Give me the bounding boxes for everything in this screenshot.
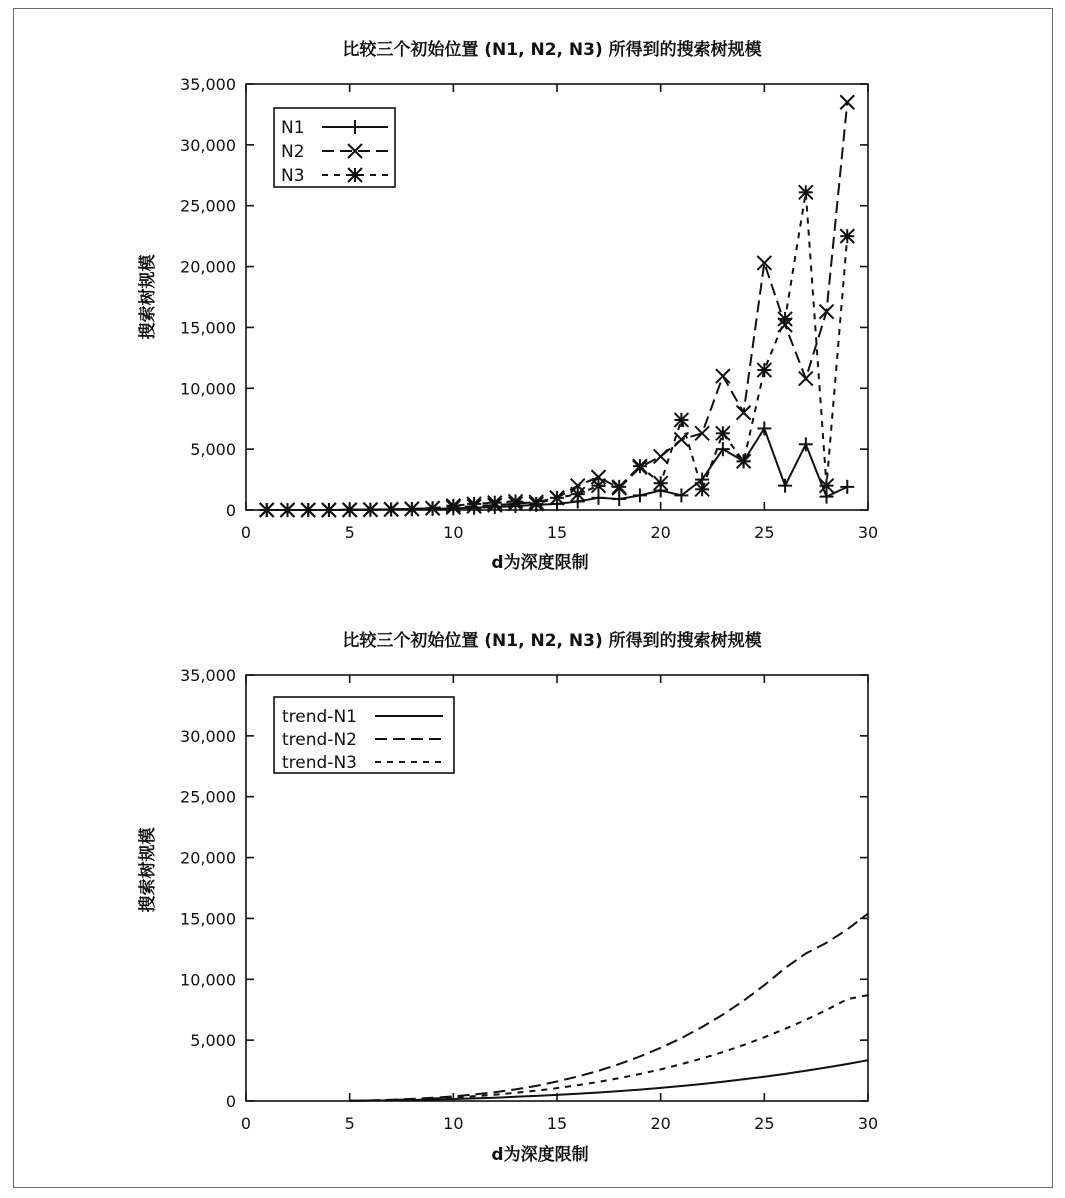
chart-bottom-ytick-label: 0 — [225, 1092, 236, 1111]
chart-top-point-n3 — [509, 494, 523, 508]
chart-top-ytick-label: 35,000 — [180, 75, 236, 94]
chart-bottom-ytick-label: 20,000 — [180, 848, 236, 868]
chart-top-point-n1 — [840, 480, 854, 494]
chart-top-point-n3 — [301, 503, 315, 517]
chart-bottom-legend-label-trend-n2: trend-N2 — [282, 730, 357, 750]
chart-bottom-ytick-label: 35,000 — [180, 666, 236, 685]
chart-top-legend-marker-n3 — [348, 168, 362, 182]
chart-bottom-xtick-label: 0 — [240, 1114, 252, 1133]
chart-top-point-n2 — [820, 305, 834, 319]
chart-top-point-n3 — [778, 312, 792, 326]
chart-bottom-legend — [274, 697, 454, 773]
chart-top-point-n2 — [799, 372, 813, 386]
chart-top-point-n1 — [757, 421, 771, 435]
chart-top-point-n3 — [384, 503, 398, 517]
chart-top-point-n3 — [820, 479, 834, 493]
chart-top-point-n3 — [674, 413, 688, 427]
chart-top-point-n3 — [260, 503, 274, 517]
chart-bottom-ytick-label: 30,000 — [180, 726, 236, 746]
chart-top-legend-label-n2: N2 — [281, 142, 305, 162]
chart-top — [137, 39, 878, 573]
chart-top-xlabel: d为深度限制 — [491, 553, 589, 573]
chart-top-point-n3 — [363, 503, 377, 517]
chart-top-legend-label-n3: N3 — [281, 166, 305, 186]
chart-top-point-n3 — [799, 185, 813, 199]
chart-top-point-n3 — [737, 454, 751, 468]
chart-top-point-n3 — [405, 502, 419, 516]
chart-top-point-n1 — [716, 442, 730, 456]
chart-top-point-n2 — [840, 95, 854, 109]
chart-top-ytick-label: 10,000 — [180, 379, 236, 399]
chart-bottom-title: 比较三个初始位置 (N1, N2, N3) 所得到的搜索树规模 — [342, 631, 762, 651]
chart-top-point-n3 — [716, 426, 730, 440]
chart-bottom-xlabel: d为深度限制 — [491, 1145, 589, 1165]
chart-top-point-n2 — [695, 426, 709, 440]
chart-bottom-xtick-label: 10 — [443, 1114, 464, 1133]
chart-top-series-n3-line — [267, 192, 848, 510]
chart-top-ytick-label: 30,000 — [180, 135, 236, 155]
chart-bottom-ytick-label: 25,000 — [180, 787, 236, 807]
chart-top-point-n3 — [840, 229, 854, 243]
chart-bottom-xtick-label: 15 — [546, 1114, 568, 1133]
chart-top-xtick-label: 5 — [344, 523, 355, 542]
chart-top-xtick-label: 20 — [650, 523, 671, 542]
chart-bottom-ytick-label: 5,000 — [190, 1031, 236, 1051]
chart-top-point-n3 — [488, 496, 502, 510]
chart-top-point-n1 — [778, 479, 792, 493]
chart-bottom-series-trend-n1-line — [350, 1060, 868, 1101]
chart-top-point-n3 — [343, 503, 357, 517]
chart-top-point-n3 — [529, 497, 543, 511]
chart-bottom-legend-label-trend-n3: trend-N3 — [282, 753, 357, 773]
chart-top-point-n2 — [654, 449, 668, 463]
chart-top-point-n3 — [612, 480, 626, 494]
chart-bottom-xtick-label: 20 — [650, 1114, 671, 1133]
chart-top-point-n3 — [446, 499, 460, 513]
chart-top-point-n3 — [550, 491, 564, 505]
chart-bottom-xtick-label: 25 — [754, 1114, 775, 1133]
chart-top-xtick-label: 0 — [240, 523, 252, 542]
chart-top-legend-label-n1: N1 — [281, 118, 305, 138]
chart-top-xtick-label: 25 — [754, 523, 775, 542]
chart-top-point-n3 — [633, 459, 647, 473]
chart-bottom-xtick-label: 5 — [344, 1114, 355, 1133]
chart-top-point-n3 — [591, 479, 605, 493]
chart-top-title: 比较三个初始位置 (N1, N2, N3) 所得到的搜索树规模 — [342, 40, 762, 60]
chart-top-ylabel: 搜索树规模 — [138, 254, 158, 340]
chart-top-point-n2 — [716, 369, 730, 383]
chart-top-point-n3 — [280, 503, 294, 517]
chart-bottom-ytick-label: 15,000 — [180, 909, 236, 929]
chart-top-point-n3 — [695, 482, 709, 496]
chart-top-point-n3 — [426, 501, 440, 515]
chart-top-point-n1 — [633, 488, 647, 502]
chart-bottom-ytick-label: 10,000 — [180, 970, 236, 990]
chart-bottom-series-trend-n3-line — [350, 995, 868, 1101]
chart-bottom — [137, 630, 878, 1165]
chart-bottom-xtick-label: 30 — [857, 1114, 879, 1133]
chart-top-point-n1 — [799, 437, 813, 451]
chart-top-point-n3 — [654, 476, 668, 490]
chart-top-xtick-label: 15 — [546, 523, 568, 542]
chart-top-ytick-label: 0 — [225, 501, 236, 520]
chart-top-legend — [274, 108, 395, 187]
chart-top-xtick-label: 10 — [443, 523, 464, 542]
chart-top-ytick-label: 5,000 — [190, 440, 236, 460]
chart-top-point-n3 — [467, 497, 481, 511]
chart-bottom-legend-label-trend-n1: trend-N1 — [282, 707, 357, 727]
chart-top-ytick-label: 15,000 — [180, 318, 236, 338]
chart-top-xtick-label: 30 — [857, 523, 879, 542]
chart-top-point-n3 — [571, 487, 585, 501]
chart-top-point-n3 — [757, 363, 771, 377]
chart-bottom-ylabel: 搜索树规模 — [138, 827, 158, 913]
chart-top-ytick-label: 20,000 — [180, 257, 236, 277]
chart-top-ytick-label: 25,000 — [180, 196, 236, 216]
chart-top-point-n3 — [322, 503, 336, 517]
chart-top-point-n1 — [591, 491, 605, 505]
